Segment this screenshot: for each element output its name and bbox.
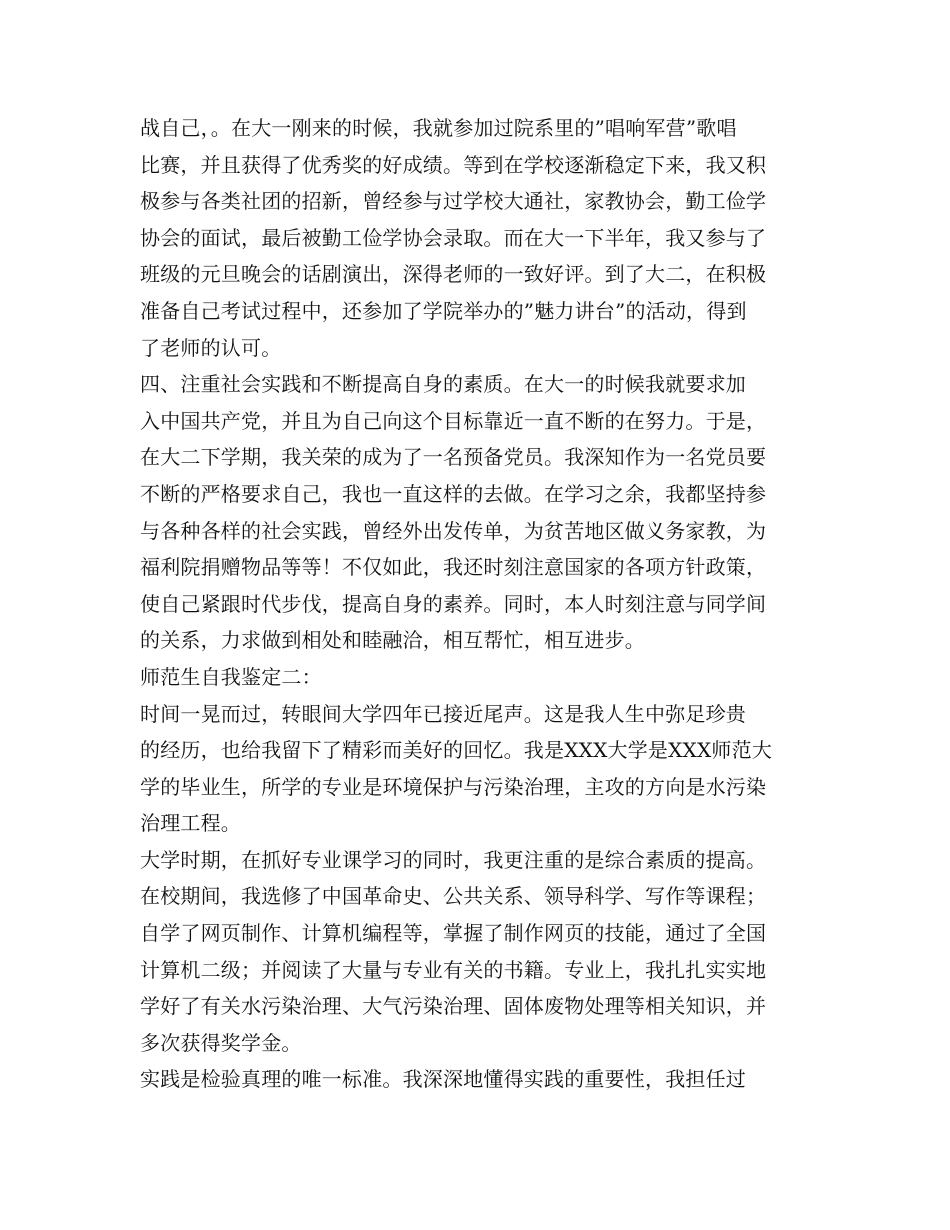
text-line: 协会的面试，最后被勤工俭学协会录取。而在大一下半年，我又参与了 — [140, 225, 767, 250]
text-line: 准备自己考试过程中，还参加了学院举办的”魅力讲台”的活动，得到 — [140, 298, 747, 323]
text-line: 入中国共产党，并且为自己向这个目标靠近一直不断的在努力。于是， — [140, 408, 767, 433]
text-line: 自学了网页制作、计算机编程等，掌握了制作网页的技能，通过了全国 — [140, 921, 767, 946]
text-line: 治理工程。 — [140, 811, 241, 836]
section-heading-line: 四、注重社会实践和不断提高自身的素质。在大一的时候我就要求加 — [140, 372, 746, 397]
text-line: 计算机二级；并阅读了大量与专业有关的书籍。专业上，我扎扎实实地 — [140, 957, 767, 982]
text-line: 时间一晃而过，转眼间大学四年已接近尾声。这是我人生中弥足珍贵 — [140, 701, 746, 726]
text-line: 与各种各样的社会实践，曾经外出发传单，为贫苦地区做义务家教，为 — [140, 518, 767, 543]
text-line: 的关系，力求做到相处和睦融洽，相互帮忙，相互进步。 — [140, 628, 645, 653]
text-line: 学好了有关水污染治理、大气污染治理、固体废物处理等相关知识，并 — [140, 994, 767, 1019]
text-line: 福利院捐赠物品等等！不仅如此，我还时刻注意国家的各项方针政策， — [140, 555, 767, 580]
text-line: 大学时期，在抓好专业课学习的同时，我更注重的是综合素质的提高。 — [140, 847, 767, 872]
text-line: 多次获得奖学金。 — [140, 1030, 302, 1055]
document-body — [140, 110, 820, 1098]
text-line: 了老师的认可。 — [140, 335, 282, 360]
text-line: 在校期间，我选修了中国革命史、公共关系、领导科学、写作等课程； — [140, 884, 767, 909]
text-line: 的经历，也给我留下了精彩而美好的回忆。我是XXX大学是XXX师范大 — [140, 738, 773, 763]
text-line: 不断的严格要求自己，我也一直这样的去做。在学习之余，我都坚持参 — [140, 481, 767, 506]
text-line: 战自己，。在大一刚来的时候，我就参加过院系里的”唱响军营”歌唱 — [140, 116, 737, 140]
text-line: 班级的元旦晚会的话剧演出，深得老师的一致好评。到了大二，在积极 — [140, 262, 767, 287]
text-line: 在大二下学期，我关荣的成为了一名预备党员。我深知作为一名党员要 — [140, 445, 767, 470]
text-line: 学的毕业生，所学的专业是环境保护与污染治理，主攻的方向是水污染 — [140, 774, 767, 799]
text-line: 比赛，并且获得了优秀奖的好成绩。等到在学校逐渐稳定下来，我又积 — [140, 152, 767, 177]
text-line: 极参与各类社团的招新，曾经参与过学校大通社，家教协会，勤工俭学 — [140, 189, 767, 214]
text-line: 实践是检验真理的唯一标准。我深深地懂得实践的重要性，我担任过 — [140, 1067, 746, 1092]
text-line: 使自己紧跟时代步伐，提高自身的素养。同时，本人时刻注意与同学间 — [140, 591, 767, 616]
section-title: 师范生自我鉴定二： — [140, 664, 322, 689]
